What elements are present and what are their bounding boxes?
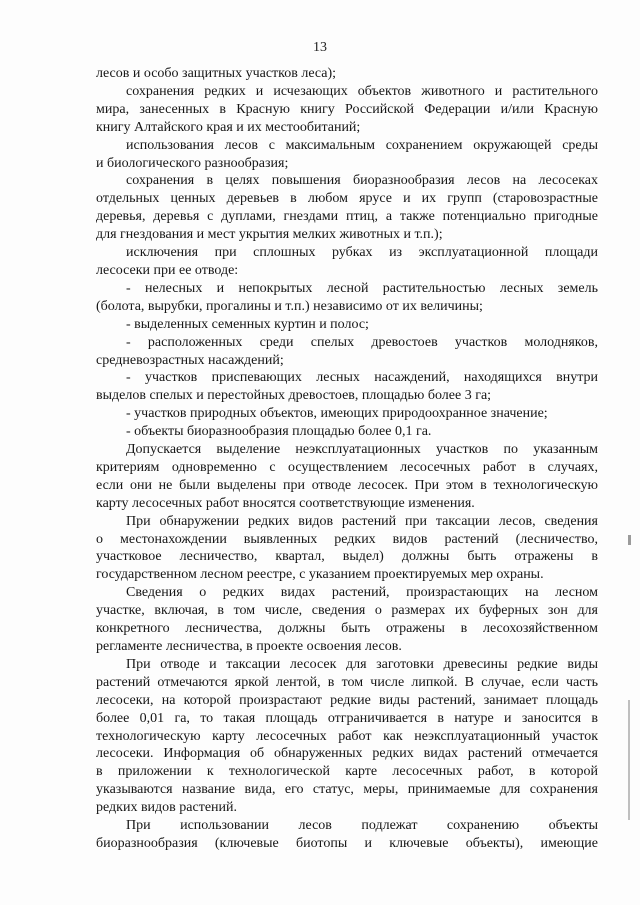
text-line: карту лесосечных работ вносятся соответствующие изменения. [96,495,475,511]
text-line: для гнездования и мест укрытия мелких животных и т.п.); [96,227,443,243]
text-line: в приложении к технологической карте лесосечных работ, в которой [96,764,598,780]
text-line: если они не были выделены при отводе лесосек. При этом в технологическую [96,477,598,493]
list-item-line: - выделенных семенных куртин и полос; [126,316,369,332]
text-line: регламенте лесничества, в проекте освоения лесов. [96,639,402,654]
text-line: растений отмечаются яркой лентой, в том числе липкой. В случае, если часть [96,674,598,690]
page-number: 13 [313,40,327,55]
list-item-line: - участков природных объектов, имеющих природоохранное значение; [126,406,548,422]
text-line: критериям одновременно с осуществлением лесосечных работ в случаях, [96,459,598,475]
text-line: лесов и особо защитных участков леса); [96,66,337,81]
text-line: книгу Алтайского края и их местообитаний; [96,119,361,135]
text-line: деревья, деревья с дуплами, гнездами птиц, а также потенциально пригодные [96,209,598,225]
list-item-line: средневозрастных насаждений; [96,352,284,368]
text-line: лесосеки, на которой произрастают редкие виды растений, занимает площадь [96,692,598,708]
text-line: При отводе и таксации лесосек для заготовки древесины редкие виды [126,656,598,672]
scan-edge-mark [628,700,630,820]
list-item-line: (болота, вырубки, прогалины и т.п.) независимо от их величины; [96,298,483,314]
text-line: биоразнообразия (ключевые биотопы и ключевые объекты), имеющие [96,835,598,851]
text-line: сохранения в целях повышения биоразнообразия лесов на лесосеках [126,173,598,189]
list-item-line: - объекты биоразнообразия площадью более 0,1 га. [126,424,432,440]
text-line: использования лесов с максимальным сохранением окружающей среды [126,137,598,153]
list-item-line: - расположенных среди спелых древостоев участков молодняков, [126,334,598,350]
text-line: участковое лесничество, квартал, выдел) должны быть отражены в [96,549,598,565]
text-line: указываются название вида, его статус, меры, принимаемые для сохранения [96,782,598,798]
list-item-line: - нелесных и непокрытых лесной растительностью лесных земель [126,280,598,296]
text-line: При использовании лесов подлежат сохранению объекты [126,818,598,834]
text-line: о местонахождении выявленных редких видов растений (лесничество, [96,531,598,547]
text-line: лесосеки при ее отводе: [96,262,239,278]
text-line: отдельных ценных деревьев в любом ярусе и их групп (старовозрастные [96,191,598,207]
list-item-line: выделов спелых и перестойных древостоев, площадью более 3 га; [96,388,492,404]
text-line: редких видов растений. [96,800,238,816]
text-line: государственном лесном реестре, с указанием проектируемых мер охраны. [96,567,544,583]
text-line: Допускается выделение неэксплуатационных участков по указанным [126,442,598,458]
text-line: технологическую карту лесосечных работ как неэксплуатационный участок [96,728,598,744]
text-line: сохранения редких и исчезающих объектов животного и растительного [126,83,598,99]
scan-edge-mark [628,535,631,545]
text-line: При обнаружении редких видов растений при таксации лесов, сведения [126,513,598,529]
text-line: и биологического разнообразия; [96,155,289,171]
text-line: Сведения о редких видах растений, произрастающих на лесном [126,585,598,601]
list-item-line: - участков приспевающих лесных насаждений, находящихся внутри [126,370,598,386]
document-body [96,65,598,853]
text-line: более 0,01 га, то такая площадь отграничивается в натуре и заносится в [96,710,598,726]
text-line: конкретного лесничества, должны быть отражены в лесохозяйственном [96,621,598,637]
text-line: лесосеки. Информация об обнаруженных редких видах растений отмечается [96,746,598,762]
text-line: участке, включая, в том числе, сведения о размерах их буферных зон для [96,603,598,619]
text-line: мира, занесенных в Красную книгу Российской Федерации и/или Красную [96,101,598,117]
text-line: исключения при сплошных рубках из эксплуатационной площади [126,245,598,261]
